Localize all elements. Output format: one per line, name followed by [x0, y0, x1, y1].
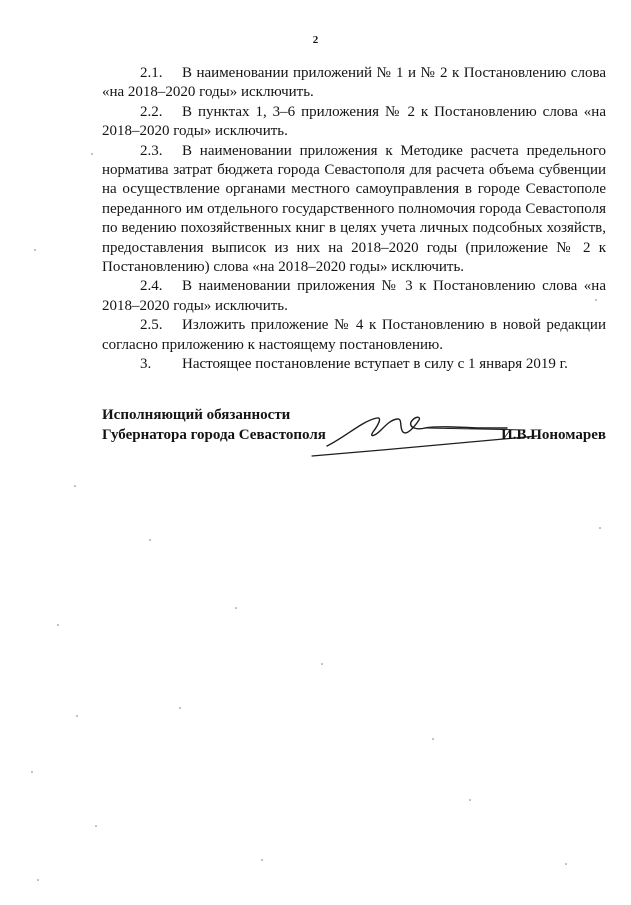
paragraph-text: В пунктах 1, 3–6 приложения № 2 к Постановлению слова «на 2018–2020 годы» исключить.: [102, 103, 606, 140]
signature-block: [102, 406, 606, 466]
paragraph-number: 3.: [140, 356, 152, 373]
paragraph-number: 2.3.: [140, 142, 163, 159]
paragraph-number: 2.2.: [140, 103, 163, 120]
signatory-name: И.В.Пономарев: [501, 427, 606, 443]
paragraph-number: 2.5.: [140, 317, 163, 334]
signatory-position-line1: Исполняющий обязанности: [102, 407, 291, 423]
paragraph-number: 2.1.: [140, 65, 163, 81]
paragraph-2-1: [102, 64, 606, 103]
paragraph-text: В наименовании приложений № 1 и № 2 к Постановлению слова «на 2018–2020 годы» исключить.: [102, 65, 606, 101]
document-body: [102, 64, 606, 375]
paragraph-text: В наименовании приложения к Методике расчета предельного норматива затрат бюджета города Севастополя для расчета объема субвенции на осуществление органами местного самоуправления в городе Севастополе переданного им отдельного государственного полномочия города Севастополя по ведению похозяйственных книг в целях учета личных подсобных хозяйств, предоставления выписок из них на 2018–2020 годы (приложение № 2 к Постановлению) слова «на 2018–2020 годы» исключить.: [102, 142, 606, 276]
paragraph-text: Изложить приложение № 4 к Постановлению в новой редакции согласно приложению к настоящему постановлению.: [102, 317, 606, 353]
paragraph-2-2: [102, 103, 606, 142]
paragraph-2-5: [102, 316, 606, 355]
paragraph-text: В наименовании приложения № 3 к Постановлению слова «на 2018–2020 годы» исключить.: [102, 278, 606, 314]
signatory-position-line2: Губернатора города Севастополя: [102, 427, 326, 443]
paragraph-number: 2.4.: [140, 278, 163, 295]
paragraph-2-4: [102, 277, 606, 316]
paragraph-3: [102, 355, 606, 374]
paragraph-text: Настоящее постановление вступает в силу с 1 января 2019 г.: [182, 356, 568, 373]
paragraph-2-3: [102, 142, 606, 278]
page-number: 2: [312, 34, 319, 46]
